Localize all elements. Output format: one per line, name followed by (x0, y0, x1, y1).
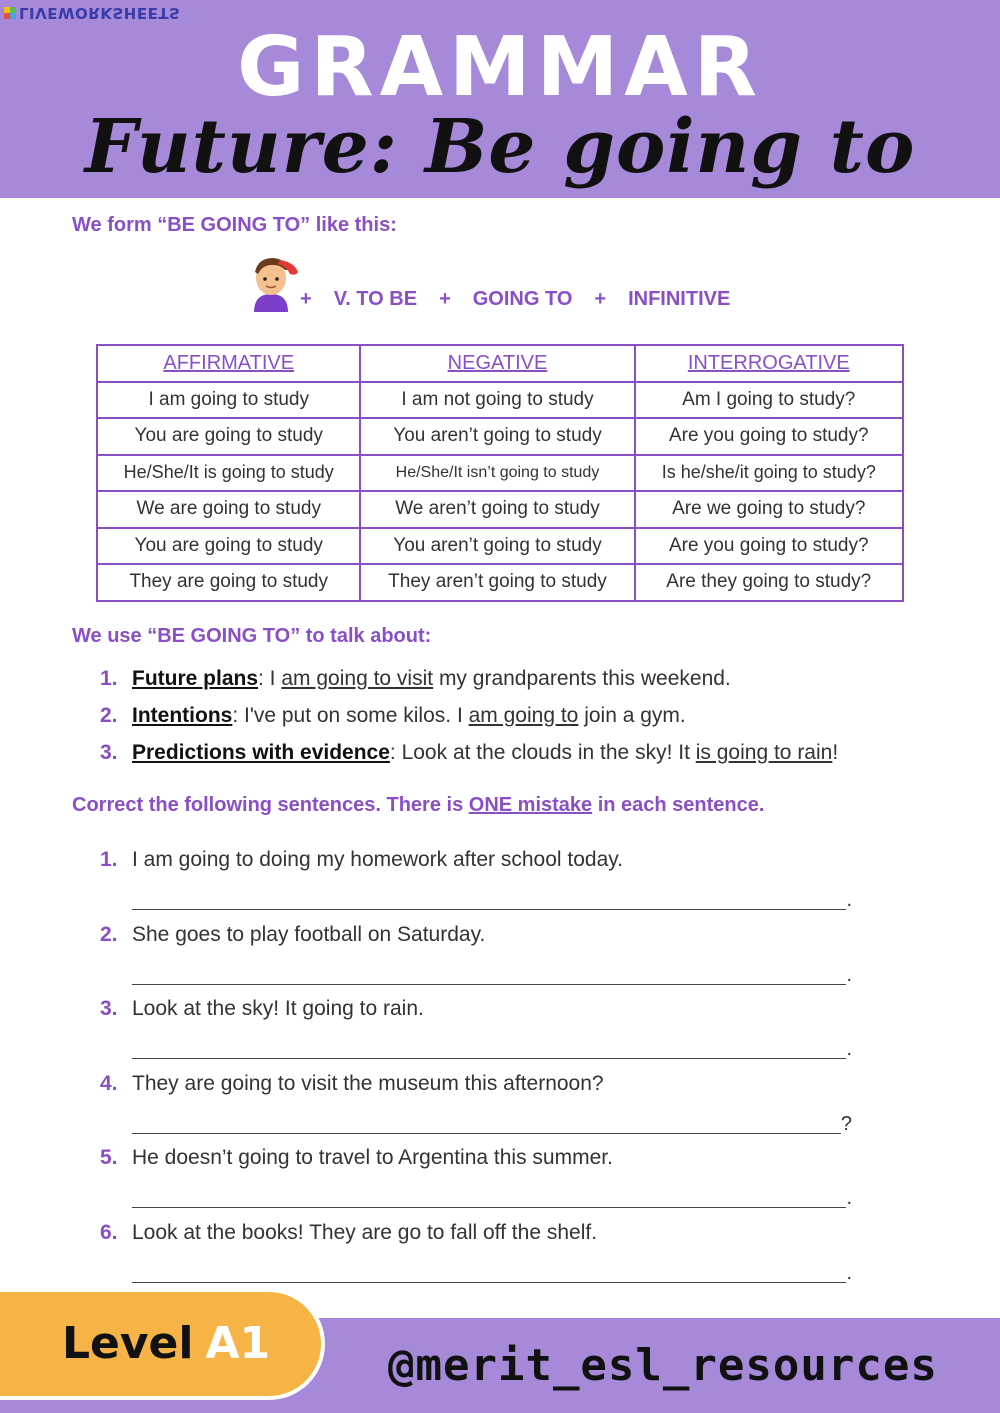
answer-punctuation: . (846, 1187, 852, 1210)
table-row (97, 491, 903, 528)
list-item (100, 660, 838, 697)
exercise-sentence: They are going to visit the museum this afternoon? (132, 1071, 604, 1095)
exercise-item (100, 993, 852, 1068)
formula-to-be: V. TO BE (333, 288, 418, 310)
uses-list (100, 660, 838, 771)
item-number: 6. (100, 1220, 118, 1244)
table-cell: He/She/It isn’t going to study (360, 455, 634, 492)
table-cell: He/She/It is going to study (97, 455, 360, 492)
answer-line[interactable] (132, 886, 846, 910)
table-cell: Are we going to study? (635, 491, 903, 528)
item-number: 4. (100, 1071, 118, 1095)
level-value: A1 (205, 1318, 271, 1369)
logo-text: LIVEWORKSHEETS (19, 4, 181, 22)
answer-punctuation: . (846, 1261, 852, 1284)
item-number: 2. (100, 922, 118, 946)
formula-plus: + (594, 288, 607, 310)
item-number: 3. (100, 997, 118, 1021)
table-cell: They aren’t going to study (360, 564, 634, 601)
answer-line[interactable] (132, 1035, 846, 1059)
exercise-heading-underlined: ONE mistake (468, 794, 593, 816)
table-cell: You aren’t going to study (360, 418, 634, 455)
exercise-list (100, 844, 852, 1292)
table-cell: Is he/she/it going to study? (635, 455, 903, 492)
table-cell: We are going to study (97, 491, 360, 528)
use-example-underlined: am going to (468, 703, 579, 727)
exercise-sentence: He doesn’t going to travel to Argentina this summer. (132, 1146, 613, 1170)
header-affirmative: AFFIRMATIVE (97, 345, 360, 382)
use-term: Future plans (132, 666, 259, 690)
conjugation-table (96, 344, 904, 602)
answer-punctuation: ? (840, 1112, 852, 1135)
table-cell: Are you going to study? (635, 418, 903, 455)
use-text: : I've put on some kilos. I (232, 703, 469, 727)
uses-heading: We use “BE GOING TO” to talk about: (72, 625, 432, 647)
use-text: join a gym. (578, 703, 686, 727)
table-cell: Are you going to study? (635, 528, 903, 565)
exercise-sentence: Look at the books! They are go to fall off the shelf. (132, 1220, 598, 1244)
page-subtitle: Future: Be going to (84, 104, 916, 190)
exercise-heading-text: Correct the following sentences. There is (72, 794, 469, 816)
item-number: 3. (100, 740, 118, 764)
exercise-sentence: I am going to doing my homework after school today. (132, 848, 624, 871)
item-number: 1. (100, 848, 118, 871)
answer-punctuation: . (846, 1038, 852, 1061)
use-example-underlined: is going to rain (695, 740, 833, 764)
item-number: 5. (100, 1146, 118, 1170)
formula-going-to: GOING TO (472, 288, 573, 310)
boy-avatar-icon (240, 250, 302, 314)
table-cell: I am going to study (97, 382, 360, 419)
formula-infinitive: INFINITIVE (628, 288, 731, 310)
header-negative: NEGATIVE (360, 345, 634, 382)
table-cell: You are going to study (97, 528, 360, 565)
exercise-item (100, 1068, 852, 1143)
answer-line[interactable] (132, 1184, 846, 1208)
exercise-item (100, 1142, 852, 1217)
form-heading: We form “BE GOING TO” like this: (72, 214, 397, 236)
table-row (97, 382, 903, 419)
exercise-sentence: She goes to play football on Saturday. (132, 922, 486, 946)
use-term: Predictions with evidence (132, 740, 390, 764)
exercise-item (100, 919, 852, 994)
item-number: 2. (100, 703, 118, 727)
exercise-heading (72, 794, 764, 817)
answer-line[interactable] (132, 1110, 841, 1134)
table-cell: You are going to study (97, 418, 360, 455)
formula-plus: + (300, 288, 312, 310)
list-item (100, 697, 838, 734)
formula-plus: + (439, 288, 451, 310)
use-term: Intentions (132, 703, 233, 727)
level-badge (0, 1288, 325, 1400)
use-text: ! (832, 740, 839, 764)
table-cell: Am I going to study? (635, 382, 903, 419)
table-row (97, 564, 903, 601)
table-cell: You aren’t going to study (360, 528, 634, 565)
answer-line[interactable] (132, 961, 846, 985)
answer-line[interactable] (132, 1259, 846, 1283)
level-word: Level (62, 1318, 194, 1369)
answer-punctuation: . (846, 963, 852, 986)
table-cell: We aren’t going to study (360, 491, 634, 528)
header-interrogative: INTERROGATIVE (635, 345, 903, 382)
item-number: 1. (100, 666, 118, 690)
level-label (62, 1318, 270, 1369)
author-handle: @merit_esl_resources (388, 1340, 938, 1391)
use-text: my grandparents this weekend. (433, 666, 731, 690)
page-title: GRAMMAR (237, 20, 763, 115)
answer-punctuation: . (846, 889, 852, 911)
table-header-row (97, 345, 903, 382)
table-row (97, 418, 903, 455)
exercise-heading-text: in each sentence. (592, 794, 765, 816)
list-item (100, 734, 838, 771)
exercise-sentence: Look at the sky! It going to rain. (132, 997, 424, 1021)
logo-cube-icon (4, 7, 16, 19)
formula-row (300, 288, 730, 311)
use-text: : I (258, 666, 282, 690)
table-cell: They are going to study (97, 564, 360, 601)
use-example-underlined: am going to visit (281, 666, 434, 690)
footer (0, 1288, 1000, 1413)
table-row (97, 455, 903, 492)
table-row (97, 528, 903, 565)
exercise-item (100, 844, 852, 919)
exercise-item (100, 1217, 852, 1292)
use-text: : Look at the clouds in the sky! It (389, 740, 696, 764)
table-cell: I am not going to study (360, 382, 634, 419)
table-cell: Are they going to study? (635, 564, 903, 601)
